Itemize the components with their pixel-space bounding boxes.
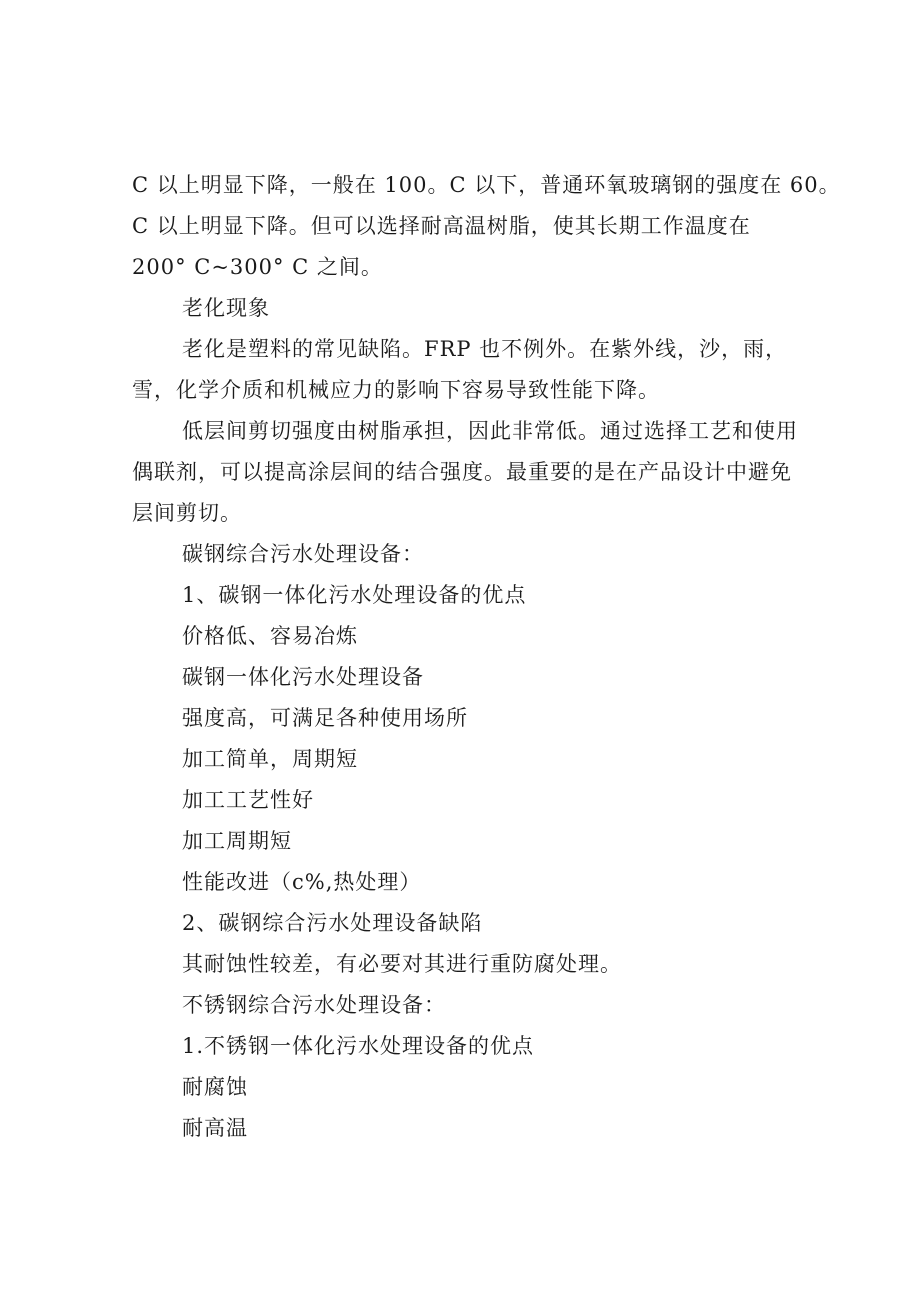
list-item: 性能改进（c%,热处理） <box>182 870 422 894</box>
paragraph-line: 雪，化学介质和机械应力的影响下容易导致性能下降。 <box>132 378 660 402</box>
list-heading: 1.不锈钢一体化污水处理设备的优点 <box>182 1034 535 1058</box>
paragraph-line: 层间剪切。 <box>132 501 242 525</box>
section-heading: 不锈钢综合污水处理设备： <box>182 993 446 1017</box>
list-heading: 1、碳钢一体化污水处理设备的优点 <box>182 583 527 607</box>
list-item: 耐高温 <box>182 1116 248 1140</box>
section-heading: 老化现象 <box>182 296 270 320</box>
list-heading: 2、碳钢综合污水处理设备缺陷 <box>182 911 483 935</box>
paragraph-line: 老化是塑料的常见缺陷。FRP 也不例外。在紫外线，沙，雨， <box>182 337 788 361</box>
list-item: 碳钢一体化污水处理设备 <box>182 665 424 689</box>
list-item: 价格低、容易冶炼 <box>182 624 358 648</box>
paragraph-line: 偶联剂，可以提高涂层间的结合强度。最重要的是在产品设计中避免 <box>132 460 792 484</box>
paragraph-line: C 以上明显下降，一般在 100。C 以下，普通环氧玻璃钢的强度在 60。 <box>132 173 841 197</box>
paragraph-line: 200° C~300° C 之间。 <box>132 255 383 279</box>
list-item: 加工周期短 <box>182 829 292 853</box>
paragraph-line: 低层间剪切强度由树脂承担，因此非常低。通过选择工艺和使用 <box>182 419 798 443</box>
list-item: 其耐蚀性较差，有必要对其进行重防腐处理。 <box>182 952 622 976</box>
list-item: 强度高，可满足各种使用场所 <box>182 706 468 730</box>
section-heading: 碳钢综合污水处理设备： <box>182 542 424 566</box>
list-item: 加工简单，周期短 <box>182 747 358 771</box>
list-item: 加工工艺性好 <box>182 788 314 812</box>
paragraph-line: C 以上明显下降。但可以选择耐高温树脂，使其长期工作温度在 <box>132 214 751 238</box>
list-item: 耐腐蚀 <box>182 1075 248 1099</box>
